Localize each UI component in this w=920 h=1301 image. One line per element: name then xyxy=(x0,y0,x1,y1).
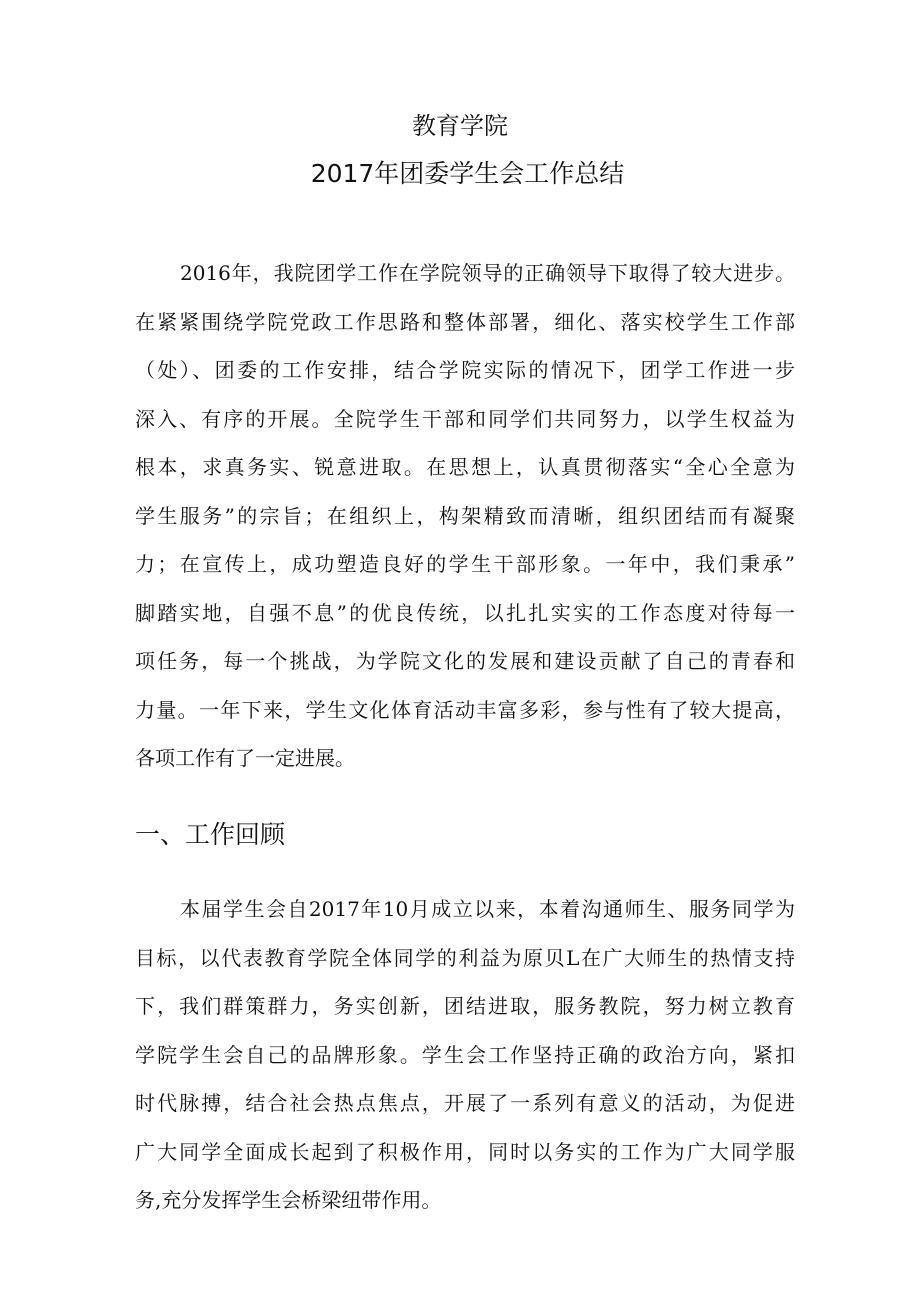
paragraph-line: 学院学生会自己的品牌形象。学生会工作坚持正确的政治方向，紧扣 xyxy=(135,1042,795,1067)
document-title-unit: 教育学院 xyxy=(412,112,508,140)
paragraph-review xyxy=(135,885,795,1225)
paragraph-line: 在紧紧围绕学院党政工作思路和整体部署，细化、落实校学生工作部 xyxy=(135,309,795,334)
paragraph-line: 广大同学全面成长起到了积极作用，同时以务实的工作为广大同学服 xyxy=(135,1139,795,1164)
paragraph-line: 时代脉搏，结合社会热点焦点，开展了一系列有意义的活动，为促进 xyxy=(135,1091,795,1115)
paragraph-line: 脚踏实地，自强不息”的优良传统，以扎扎实实的工作态度对待每一 xyxy=(135,600,795,625)
paragraph-line: 深入、有序的开展。全院学生干部和同学们共同努力，以学生权益为 xyxy=(135,406,795,431)
paragraph-line: 力量。一年下来，学生文化体育活动丰富多彩，参与性有了较大提高， xyxy=(135,697,795,722)
paragraph-line: 各项工作有了一定进展。 xyxy=(135,746,355,770)
paragraph-line: 学生服务”的宗旨；在组织上，构架精致而清晰，组织团结而有凝聚 xyxy=(135,503,795,528)
section-heading: 一、工作回顾 xyxy=(135,820,286,849)
paragraph-intro xyxy=(135,249,795,783)
paragraph-line: （处）、团委的工作安排，结合学院实际的情况下，团学工作进一步 xyxy=(135,358,795,382)
document-title: 2017年团委学生会工作总结 xyxy=(310,159,625,188)
paragraph-line: 力；在宣传上，成功塑造良好的学生干部形象。一年中，我们秉承” xyxy=(135,552,795,576)
paragraph-line: 下，我们群策群力，务实创新，团结进取，服务教院，努力树立教育 xyxy=(135,994,795,1018)
paragraph-line: 2016年，我院团学工作在学院领导的正确领导下取得了较大进步。 xyxy=(180,261,795,285)
paragraph-line: 本届学生会自2017年10月成立以来，本着沟通师生、服务同学为 xyxy=(180,897,795,921)
paragraph-line: 务,充分发挥学生会桥梁纽带作用。 xyxy=(135,1188,442,1212)
paragraph-line: 根本，求真务实、锐意进取。在思想上，认真贯彻落实“全心全意为 xyxy=(135,455,795,479)
paragraph-line: 项任务，每一个挑战，为学院文化的发展和建设贡献了自己的青春和 xyxy=(135,649,795,673)
paragraph-line: 目标，以代表教育学院全体同学的利益为原贝L在广大师生的热情支持 xyxy=(135,945,795,970)
